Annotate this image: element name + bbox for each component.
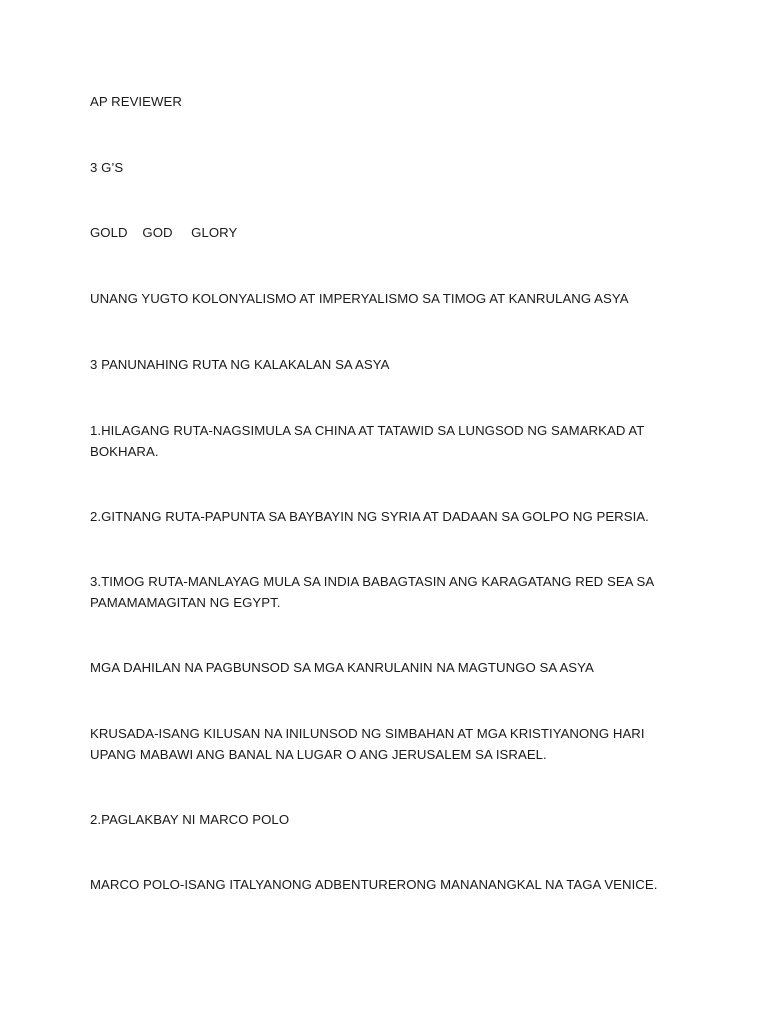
reasons-heading: MGA DAHILAN NA PAGBUNSOD SA MGA KANRULANIN NA MAGTUNGO SA ASYA (90, 660, 594, 675)
section-heading: UNANG YUGTO KOLONYALISMO AT IMPERYALISMO SA TIMOG AT KANRULANG ASYA (90, 291, 629, 306)
three-gs-heading: 3 G’S (90, 160, 124, 175)
route-1-paragraph: 1.HILAGANG RUTA-NAGSIMULA SA CHINA AT TATAWID SA LUNGSOD NG SAMARKAD AT BOKHARA. (90, 423, 648, 459)
route-2-paragraph: 2.GITNANG RUTA-PAPUNTA SA BAYBAYIN NG SYRIA AT DADAAN SA GOLPO NG PERSIA. (90, 509, 649, 524)
document-title: AP REVIEWER (90, 94, 182, 109)
krusada-paragraph: KRUSADA-ISANG KILUSAN NA INILUNSOD NG SIMBAHAN AT MGA KRISTIYANONG HARI UPANG MABAWI ANG BANAL NA LUGAR O ANG JERUSALEM SA ISRAEL. (90, 726, 649, 762)
marco-polo-heading: 2.PAGLAKBAY NI MARCO POLO (90, 812, 290, 827)
routes-heading: 3 PANUNAHING RUTA NG KALAKALAN SA ASYA (90, 357, 390, 372)
marco-polo-paragraph: MARCO POLO-ISANG ITALYANONG ADBENTURERONG MANANANGKAL NA TAGA VENICE. (90, 877, 658, 892)
route-3-paragraph: 3.TIMOG RUTA-MANLAYAG MULA SA INDIA BABAGTASIN ANG KARAGATANG RED SEA SA PAMAMAMAGITAN NG EGYPT. (90, 574, 658, 610)
three-gs-list: GOLD GOD GLORY (90, 225, 238, 240)
